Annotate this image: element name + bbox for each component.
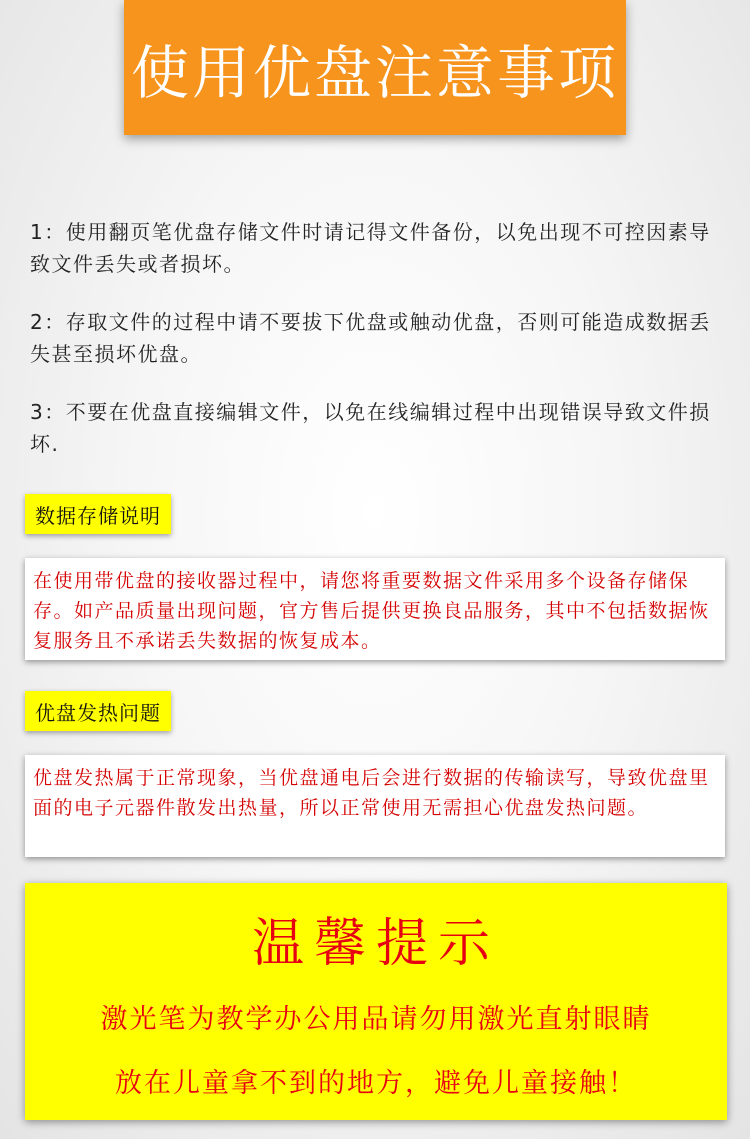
note-2: 2：存取文件的过程中请不要拔下优盘或触动优盘，否则可能造成数据丢失甚至损坏优盘。 [30, 310, 711, 366]
note-3: 3：不要在优盘直接编辑文件，以免在线编辑过程中出现错误导致文件损坏. [30, 400, 711, 456]
page-title: 使用优盘注意事项 [130, 38, 619, 107]
note-1: 1：使用翻页笔优盘存储文件时请记得文件备份，以免出现不可控因素导致文件丢失或者损坏。 [30, 220, 711, 276]
section-heading-data-storage: 数据存储说明 [25, 494, 171, 534]
warm-tip-panel [25, 883, 727, 1120]
warm-tip-title: 温馨提示 [251, 914, 500, 974]
section-body-heat: 优盘发热属于正常现象，当优盘通电后会进行数据的传输读写，导致优盘里面的电子元器件散发出热量，所以正常使用无需担心优盘发热问题。 [25, 755, 725, 857]
section-body-data-storage: 在使用带优盘的接收器过程中，请您将重要数据文件采用多个设备存储保存。如产品质量出现问题，官方售后提供更换良品服务，其中不包括数据恢复服务且不承诺丢失数据的恢复成本。 [25, 558, 725, 660]
section-heading-heat: 优盘发热问题 [25, 691, 171, 731]
title-banner [124, 0, 626, 135]
warm-tip-line-2: 放在儿童拿不到的地方，避免儿童接触！ [115, 1068, 637, 1099]
warm-tip-line-1: 激光笔为教学办公用品请勿用激光直射眼睛 [100, 1004, 652, 1035]
